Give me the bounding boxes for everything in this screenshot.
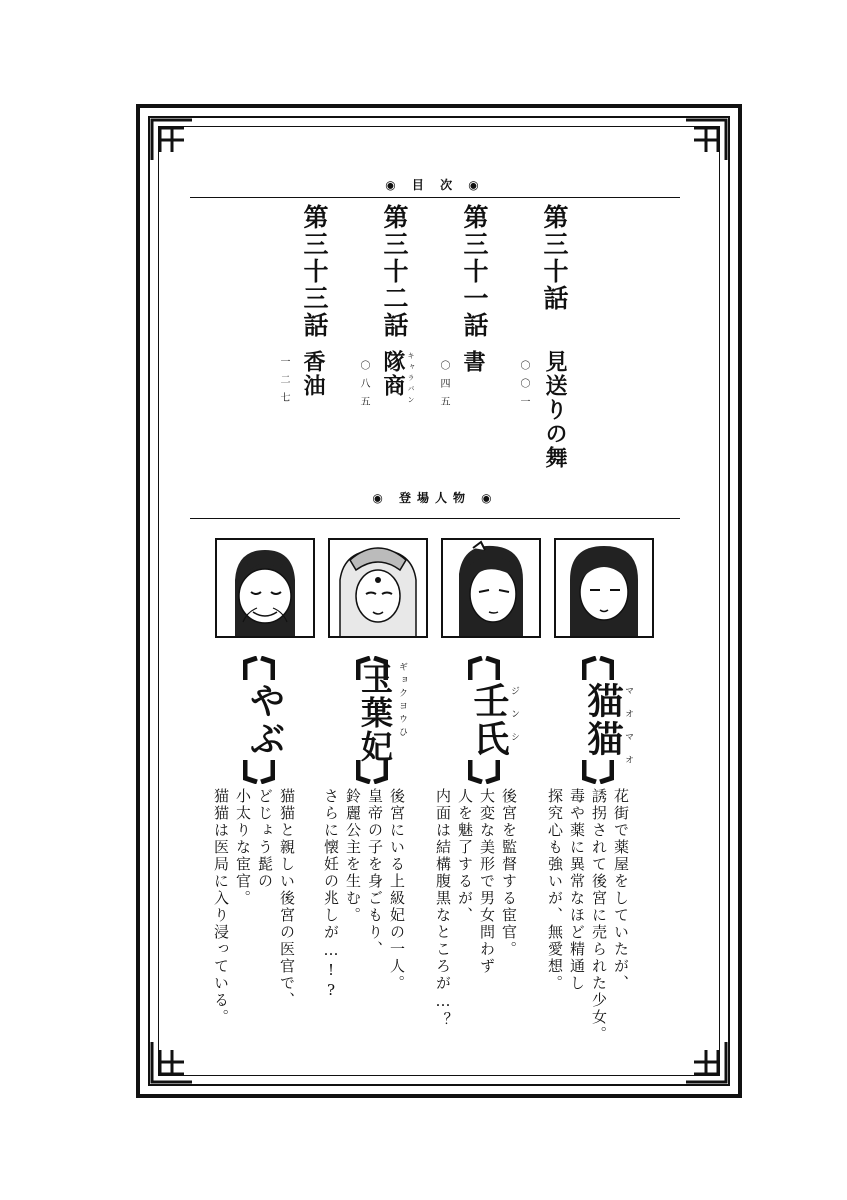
jinshi-description-line-4: 内面は結構腹黒なところが…？ bbox=[434, 788, 452, 1029]
jinshi-description-line-3: 人を魅了するが、 bbox=[456, 788, 474, 924]
gyokuyou-portrait-icon bbox=[328, 538, 428, 638]
maomao-description-line-1: 花街で薬屋をしていたが、 bbox=[612, 788, 630, 992]
fret-corner-ornament-bottom-right bbox=[684, 1040, 730, 1086]
chapter-32-number[interactable]: 第三十二話 bbox=[380, 204, 409, 339]
fret-corner-ornament-top-right bbox=[684, 116, 730, 162]
yabu-portrait-icon bbox=[215, 538, 315, 638]
jinshi-portrait-icon bbox=[441, 538, 541, 638]
jinshi-description-line-1: 後宮を監督する宦官。 bbox=[500, 788, 518, 958]
maomao-bracket-bottom bbox=[582, 758, 614, 784]
jinshi-bracket-bottom bbox=[468, 758, 500, 784]
gyokuyou-name[interactable]: 玉葉妃 bbox=[356, 662, 394, 764]
yabu-bracket-top bbox=[243, 656, 275, 682]
toc-heading: ◉ 目 次 ◉ bbox=[385, 178, 485, 192]
jinshi-description-line-2: 大変な美形で男女問わず bbox=[478, 788, 496, 975]
jinshi-name[interactable]: 壬氏 bbox=[468, 682, 510, 758]
gyokuyou-description-line-1: 後宮にいる上級妃の一人。 bbox=[388, 788, 406, 992]
maomao-name[interactable]: 猫猫 bbox=[582, 682, 624, 758]
gyokuyou-description-line-2: 皇帝の子を身ごもり、 bbox=[366, 788, 384, 958]
chapter-31-number[interactable]: 第三十一話 bbox=[460, 204, 489, 339]
chapter-31-page: 〇四五 bbox=[438, 360, 449, 414]
maomao-description-line-4: 探究心も強いが、無愛想。 bbox=[546, 788, 564, 992]
maomao-description-line-3: 毒や薬に異常なほど精通し bbox=[568, 788, 586, 992]
gyokuyou-description-line-3: 鈴麗公主を生む。 bbox=[344, 788, 362, 924]
chapter-33-number[interactable]: 第三十三話 bbox=[300, 204, 329, 339]
characters-divider bbox=[190, 518, 680, 519]
maomao-name-ruby: マオマオ bbox=[623, 686, 633, 778]
yabu-description-line-2: どじょう髭の bbox=[256, 788, 274, 890]
yabu-bracket-bottom bbox=[243, 758, 275, 784]
chapter-32-title[interactable]: 隊商 bbox=[380, 350, 406, 398]
yabu-name[interactable]: やぶ bbox=[244, 682, 286, 758]
chapter-30-number[interactable]: 第三十話 bbox=[540, 204, 569, 312]
fret-corner-ornament-bottom-left bbox=[148, 1040, 194, 1086]
yabu-description-line-4: 猫猫は医局に入り浸っている。 bbox=[212, 788, 230, 1026]
characters-heading: ◉ 登場人物 ◉ bbox=[372, 491, 498, 505]
maomao-description-line-2: 誘拐されて後宮に売られた少女。 bbox=[590, 788, 608, 1043]
chapter-32-title-ruby: キャラバン bbox=[407, 352, 415, 407]
jinshi-name-ruby: ジンシ bbox=[509, 686, 519, 755]
yabu-description-line-3: 小太りな宦官。 bbox=[234, 788, 252, 907]
maomao-portrait-icon bbox=[554, 538, 654, 638]
maomao-bracket-top bbox=[582, 656, 614, 682]
toc-divider bbox=[190, 197, 680, 198]
gyokuyou-description-line-4: さらに懐妊の兆しが…!? bbox=[322, 788, 340, 1001]
jinshi-bracket-top bbox=[468, 656, 500, 682]
chapter-33-title[interactable]: 香油 bbox=[300, 350, 326, 398]
chapter-30-page: 〇〇一 bbox=[518, 360, 529, 414]
chapter-33-page: 一二七 bbox=[278, 356, 289, 410]
yabu-description-line-1: 猫猫と親しい後宮の医官で、 bbox=[278, 788, 296, 1009]
chapter-31-title[interactable]: 書 bbox=[460, 350, 486, 374]
fret-corner-ornament-top-left bbox=[148, 116, 194, 162]
chapter-32-page: 〇八五 bbox=[358, 360, 369, 414]
gyokuyou-name-ruby: ギョクヨウひ bbox=[397, 662, 407, 740]
chapter-30-title[interactable]: 見送りの舞 bbox=[542, 350, 568, 470]
